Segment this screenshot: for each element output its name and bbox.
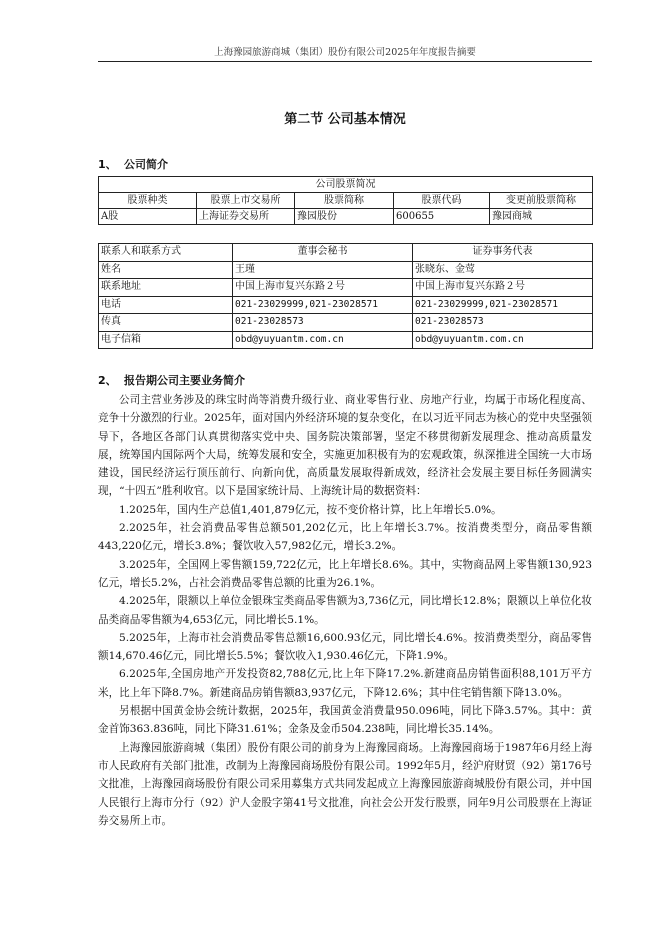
table-cell: 张晓东、金莺 <box>413 261 593 279</box>
heading-company-profile <box>98 156 168 172</box>
paragraph: 2.2025年，社会消费品零售总额501,202亿元，比上年增长3.7%。按消费类型分，商品零售额443,220亿元，增长3.8%；餐饮收入57,982亿元，增长3.2%。 <box>98 522 592 553</box>
table-cell: 电子信箱 <box>99 331 233 349</box>
table-row <box>99 331 593 349</box>
table-row <box>99 279 593 297</box>
section-title: 第二节 公司基本情况 <box>284 112 406 127</box>
header-cell: 董事会秘书 <box>233 244 413 262</box>
heading-text: 报告期公司主要业务简介 <box>124 374 245 387</box>
paragraph: 另根据中国黄金协会统计数据，2025年，我国黄金消费量950.096吨，同比下降3.57%。其中：黄金首饰363.836吨，同比下降31.61%；金条及金币504.238吨，同比增长35.14%。 <box>98 705 592 736</box>
table-header-row <box>99 193 593 209</box>
table-cell: 传真 <box>99 314 233 332</box>
header-cell: 股票种类 <box>99 193 197 209</box>
email-link[interactable]: obd@yuyuantm.com.cn <box>413 331 593 349</box>
paragraph: 5.2025年，上海市社会消费品零售总额16,600.93亿元，同比增长4.6%。按消费类型分，商品零售额14,670.46亿元，同比增长5.5%；餐饮收入1,930.46亿元，下降1.9%。 <box>98 631 592 663</box>
table-row <box>99 296 593 314</box>
paragraph: 公司主营业务涉及的珠宝时尚等消费升级行业、商业零售行业、房地产行业，均属于市场化程度高、竞争十分激烈的行业。2025年，面对国内外经济环境的复杂变化，在以习近平同志为核心的党中央坚强领导下，各地区各部门认真贯彻落实党中央、国务院决策部署，坚定不移贯彻新发展理念、推动高质量发展，统筹国内国际两个大局，统筹发展和安全，实施更加积极有为的宏观政策，纵深推进全国统一大市场建设，国民经济运行顶压前行、向新向优，高质量发展取得新成效，经济社会发展主要目标任务圆满实现，“十四五”胜利收官。以下是国家统计局、上海统计局的数据资料： <box>98 394 592 498</box>
table-cell: 021-23028573 <box>413 314 593 332</box>
table-cell: 联系地址 <box>99 279 233 297</box>
table-cell: 600655 <box>394 209 490 225</box>
table-caption: 公司股票简况 <box>99 177 593 193</box>
table-cell: 021-23029999,021-23028571 <box>413 296 593 314</box>
table-cell: 中国上海市复兴东路２号 <box>233 279 413 297</box>
header-cell: 股票简称 <box>295 193 394 209</box>
header-cell: 股票上市交易所 <box>197 193 295 209</box>
table-row <box>99 314 593 332</box>
heading-text: 公司简介 <box>124 158 168 171</box>
running-header: 上海豫园旅游商城（集团）股份有限公司2025年年度报告摘要 <box>214 47 476 58</box>
table-cell: 电话 <box>99 296 233 314</box>
table-cell: 上海证券交易所 <box>197 209 295 225</box>
heading-business-overview <box>98 372 245 388</box>
heading-number: 1、 <box>98 158 117 171</box>
table-row <box>99 261 593 279</box>
contact-table <box>98 243 593 349</box>
body-text <box>98 391 592 830</box>
table-cell: 021-23029999,021-23028571 <box>233 296 413 314</box>
stock-info-table <box>98 176 593 225</box>
table-cell: 姓名 <box>99 261 233 279</box>
email-link[interactable]: obd@yuyuantm.com.cn <box>233 331 413 349</box>
table-cell: 王瑾 <box>233 261 413 279</box>
header-cell: 变更前股票简称 <box>490 193 593 209</box>
table-cell: 中国上海市复兴东路２号 <box>413 279 593 297</box>
table-row <box>99 209 593 225</box>
heading-number: 2、 <box>98 374 117 387</box>
paragraph: 4.2025年，限额以上单位金银珠宝类商品零售额为3,736亿元，同比增长12.8%；限额以上单位化妆品类商品零售额为4,653亿元，同比增长5.1%。 <box>98 595 592 626</box>
header-cell: 证券事务代表 <box>413 244 593 262</box>
header-cell: 联系人和联系方式 <box>99 244 233 262</box>
paragraph: 上海豫园旅游商城（集团）股份有限公司的前身为上海豫园商场。上海豫园商场于1987年6月经上海市人民政府有关部门批准，改制为上海豫园商场股份有限公司。1992年5月，经沪府财贸（92）第176号文批准，上海豫园商场股份有限公司采用募集方式共同发起成立上海豫园旅游商城股份有限公司，并中国人民银行上海市分行（92）沪人金股字第41号文批准，向社会公开发行股票，同年9月公司股票在上海证券交易所上市。 <box>98 741 592 827</box>
table-cell: 豫园商城 <box>490 209 593 225</box>
header-cell: 股票代码 <box>394 193 490 209</box>
paragraph: 3.2025年，全国网上零售额159,722亿元，比上年增长8.6%。其中，实物商品网上零售额130,923亿元，增长5.2%，占社会消费品零售总额的比重为26.1%。 <box>98 558 592 589</box>
table-header-row <box>99 244 593 262</box>
header-rule <box>98 61 592 62</box>
table-cell: A股 <box>99 209 197 225</box>
table-cell: 豫园股份 <box>295 209 394 225</box>
paragraph: 1.2025年，国内生产总值1,401,879亿元，按不变价格计算，比上年增长5.0%。 <box>119 503 502 516</box>
table-cell: 021-23028573 <box>233 314 413 332</box>
paragraph: 6.2025年,全国房地产开发投资82,788亿元,比上年下降17.2%.新建商品房销售面积88,101万平方米，比上年下降8.7%。新建商品房销售额83,937亿元，下降12.6%；其中住宅销售额下降13.0%。 <box>98 668 592 699</box>
